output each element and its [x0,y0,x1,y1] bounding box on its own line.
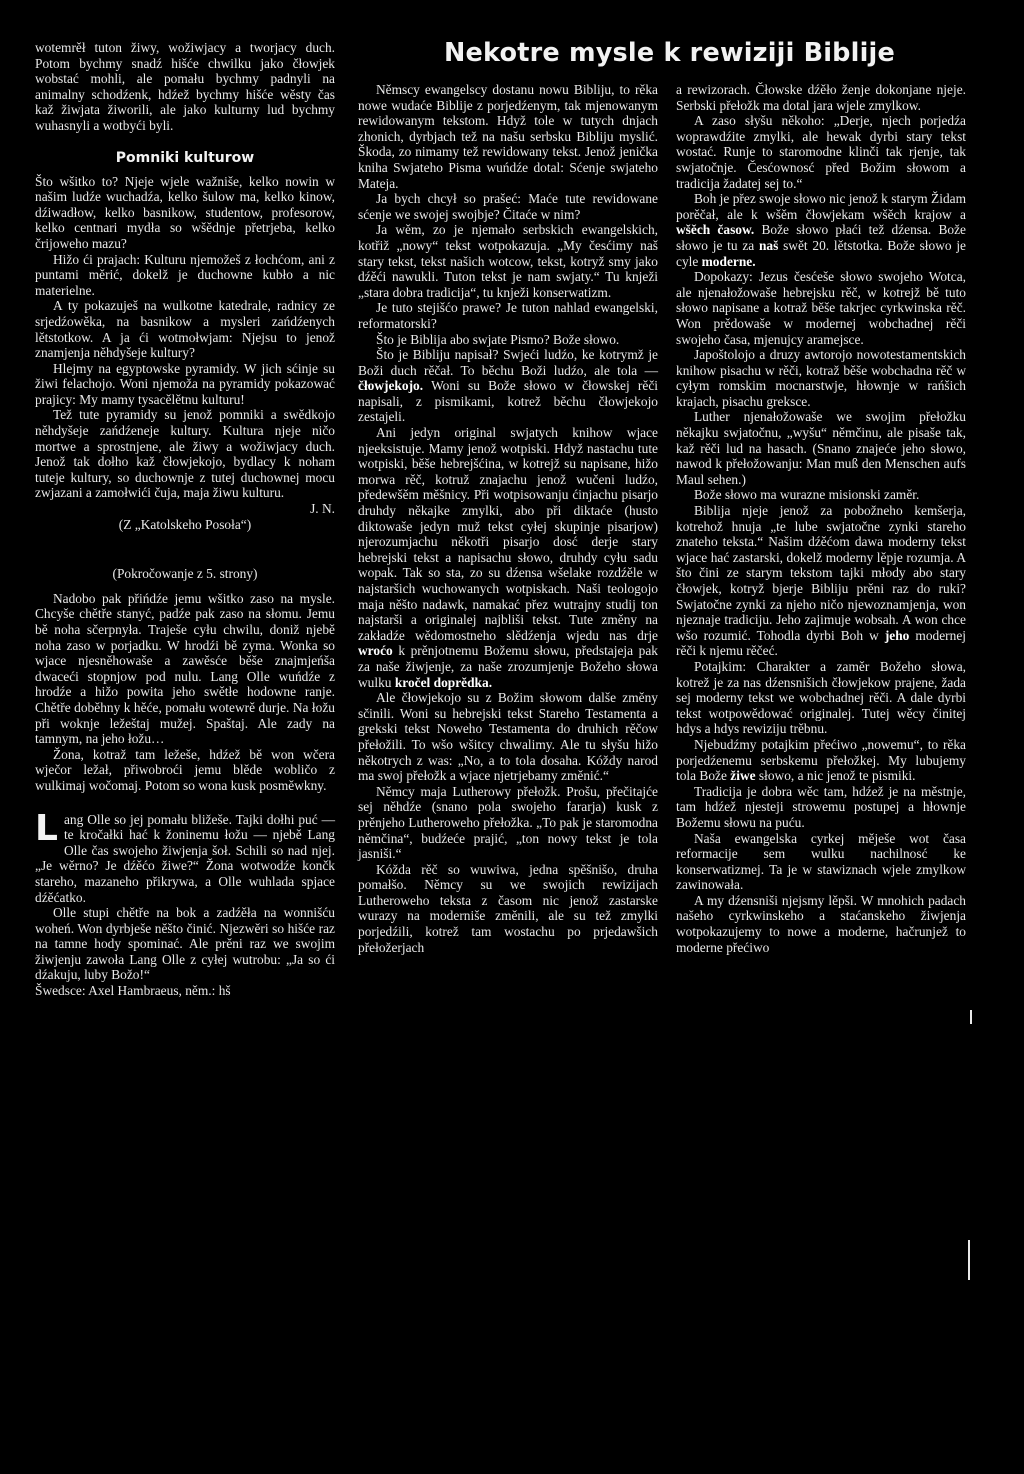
paragraph: Hižo ći prajach: Kulturu njemožeš z łochćom, ani z puntami měrić, dokelž je duchowne kubło a nic materielne. [35,251,335,298]
paragraph: A my dźensniši njejsmy lěpši. W mnohich padach našeho cyrkwinskeho a staćanskeho žiwjenja wotpokazujemy to nowe a moderne, hačrunjež to moderne přećiwo [676,892,966,955]
paragraph: wotemrěł tuton žiwy, wožiwjacy a tworjacy duch. Potom bychmy snadź hišće chwilku jako čłowjek wobstać mohli, ale pomału bychmy padnyli na animalny schodźenk, hdźež bychmy hišće wěsty čas kaž žiwjata žiworili, ale jako kulturny lud bychmy wuhasnyli a wotbyći byli. [35,40,335,133]
text-run: Biblija njeje jenož za pobožneho kemšerja, kotrehož hnuja „te lube swjatočne zynki stareho znateho teksta.“ Našim dźěćom dawa moderny tekst wjace hać zastarski, dokelž moderny lěpje rozumja. A što čini ze starym tekstom tajki młody abo stary čłowjek, kotryž bjerje Bibliju prěni raz do ruki? Swjatočne zynki za njeho ničo njewoznamjenja, won njeznaje tradiciju. Jeho zajimuje wobsah. A won chce wšo rozumić. Tohodla dyrbi Boh w [676,503,966,643]
column-right [676,82,966,955]
emphasis: kročel doprědka. [394,674,493,690]
paragraph: Kóžda rěč so wuwiwa, jedna spěšnišo, druha pomałšo. Němcy su we swojich rewizijach Lutheroweho teksta z časom nic jenož zastarske wurazy na moderniše změnili, ale su tež zmylki porjedźili, kotrež tam wostachu po prjedawšich přełožerjach [358,861,658,955]
paragraph: Što je Biblija abo swjate Pismo? Bože słowo. [376,331,620,347]
margin-mark [970,1010,972,1024]
paragraph: Što wšitko to? Njeje wjele wažniše, kelko nowin w našim ludźe wuchadźa, kelko šulow ma, kelko kinow, dźiwadłow, kelko basnikow, studentow, profesorow, kelko centnari mydła so wšědnje přetrjeba, kelko črijoweho mazu? [35,173,335,251]
paragraph: A ty pokazuješ na wulkotne katedrale, radnicy ze srjedźowěka, na basnikow a mysleri zańdźenych lětstotkow. A ja ći wotmołwjam: Njejsu to jenož znamjenja něhdyšeje kultury? [35,298,335,361]
emphasis: čłowjekojo. [358,378,424,394]
text-run: Što je Bibliju napisał? Swjeći ludźo, ke kotrymž je Boži duch rěčał. To běchu Boži ludźo, ale tola — [358,347,658,378]
paragraph: A zaso słyšu někoho: „Derje, njech porjedźa woprawdźite zmylki, ale hewak dyrbi stary tekst wostać. Runje to staromodne klinči tak rjenje, tak swjatočnje. Česćownosć před Božim słowom a tradicija žadatej sej to.“ [676,113,966,191]
emphasis: naš [758,237,779,253]
source-note: (Z „Katolskeho Posoła“) [118,516,252,532]
text-run: Ani jedyn original swjatych knihow wjace njeeksistuje. Mamy jenož wotpiski. Hdyž nastachu tute wotpiski, běše hebrejšćina, w kotrejž su napisane, hižo morwa rěč, kotruž znajachu jenož wučeni ludźo, předewšěm měšnicy. Při wotpisowanju ćinjachu pisarjo druhdy někajke zmylki, abo při diktaće (husto diktowaše jedyn muž tekst cyłej skupinje pisarjow) njerozumjachu někotři pisarjo dosć derje stary hebrejski tekst a napisachu słowo, druhdy cyłu sadu wopak. Tak so sta, zo su dźensa wšelake rozdźěle w najstaršich wuchowanych wotpiskach. Naši teologojo maja něšto nadawk, namakać přez wutrajny studij ton najstarši a originalej najbliši tekst. Tute změny na zakładźe wědomostneho slědźenja wjedu nas drje [358,425,658,643]
column-left [35,40,335,999]
text-run: Bože słowo płaći tež dźensa. Bože słowo je tu za [676,222,967,253]
author-initials: J. N. [310,501,335,517]
paragraph: Luther njenałožowaše we swojim přełožku někajku swjatočnu, „wyšu“ němčinu, ale pisaše tak, kaž rěči lud na hasach. (Snano znajeće jeho słowo, nawod k přełožowanju: Man muß den Menschen aufs Maul sehen.) [676,409,966,487]
paragraph: Japoštolojo a druzy awtorojo nowotestamentskich knihow pisachu w rěči, kotraž běše wobchadna rěč w cyłym romskim mocnarstwje, hłownje w rańšich krajach, pisachu greksce. [676,347,966,409]
paragraph: Dopokazy: Jezus česćeše słowo swojeho Wotca, ale njenałožowaše hebrejsku rěč, w kotrejž bě tuto słowo napisane a kotraž běše takrjec cyrkwinska rěč. Won prědowaše w modernej wobchadnej rěči swojeho časa, mjenujcy aramejsce. [676,269,966,347]
paragraph: Žona, kotraž tam ležeše, hdźež bě won wčera wječor ležał, přiwobroći jemu blěde wobličo z wulkimaj wočomaj. Potom so wona kusk posměwkny. [35,746,335,793]
paragraph: Hlejmy na egyptowske pyramidy. W jich sćinje su žiwi felachojo. Woni njemoža na pyramidy pokazować prajicy: My mamy tysacělětnu kulturu! [35,360,335,407]
paragraph: Ja wěm, zo je njemało serbskich ewangelskich, kotřiž „nowy“ tekst wotpokazuja. „My česćimy naš stary tekst, tekst našich wotcow, tekst, kotryž smy jako dźěći nawukli. Tuton tekst je nam swjaty.“ Tu knježi „stara dobra tradicija“, tu knježi konserwatizm. [358,222,658,300]
emphasis: wšěch časow. [676,222,755,238]
paragraph: Potajkim: Charakter a zaměr Božeho słowa, kotrež je za nas dźensnišich čłowjekow prajene, žada sej moderny tekst we wobchadnej rěči. A dale dyrbi tekst wotpowědować originalej. Tutej wěcy činitej hdys a hdys rewiziju trěbnu. [676,658,966,737]
text-run: swět 20. lětstotka. Bože słowo je cyle [676,237,966,269]
text-run: Boh je přez swoje słowo nic jenož k starym Židam porěčał, ale k wšěm čłowjekam wšěch krajow a [676,191,966,222]
translator-credit: Šwedsce: Axel Hambraeus, něm.: hš [35,983,231,999]
paragraph: Bože słowo ma wurazne misionski zaměr. [694,487,920,503]
paragraph: Naša ewangelska cyrkej měješe wot časa reformacije sem wulku nachilnosć ke konserwatizmej. Ta je w stawiznach wjele zmylkow zawinowała. [676,830,966,893]
margin-mark [968,1240,970,1280]
paragraph [676,503,966,659]
paragraph [676,191,966,269]
paragraph [358,425,658,690]
emphasis: moderne. [701,253,756,269]
emphasis: wroćo [358,643,393,659]
paragraph [358,347,658,425]
paragraph: a rewizorach. Čłowske dźěło ženje dokonjane njeje. Serbski přełožk ma dotal jara wjele zmylkow. [676,82,966,113]
paragraph: ang Olle so jej pomału bližeše. Tajki dołhi puć — te kročałki hać k žoninemu łožu — njebě Lang Olle čas swojeho žiwjenja šoł. Schili so nad njej. „Je wěrno? Je dźěćo žiwe?“ Žona wotwodźe končk stareho, mazaneho přikrywa, a Olle wuhlada spjace dźěćatko. [35,811,335,905]
emphasis: žiwe [730,768,756,784]
text-run: Woni su Bože słowo w čłowskej rěči napisali, z pismikami, kotrež běchu čłowjekojo zestajeli. [358,378,658,425]
paragraph: Je tuto stejišćo prawe? Je tuton nahlad ewangelski, reformatorski? [358,300,658,331]
paragraph [676,737,966,784]
emphasis: jeho [884,627,910,643]
paragraph: Tež tute pyramidy su jenož pomniki a swědkojo něhdyšeje zańdźeneje kultury. Kultura njeje ničo mortwe a sprostnjene, ale žiwy a wožiwjacy duch. Jenož tak dołho kaž čłowjekojo, bydlacy k noham tuteje kultury, so duchownje z tutej duchownej mocu zwjazani a zamołwići čuja, maja žiwu kulturu. [35,407,335,501]
text-run: modernej rěči k njemu rěčeć. [676,627,966,659]
paragraph: Němcy maja Lutherowy přełožk. Prošu, přečitajće sej něhdźe (snano pola swojeho fararja) kusk z prěnjeho Lutheroweho přełožka. „To pak je staromodna němčina“, budźeće prajić, „ton nowy tekst je tola jasniši.“ [358,783,658,862]
paragraph: Ja bych chcył so prašeć: Maće tute rewidowane sćenje we swojej swojbje? Čitaće w nim? [358,191,658,222]
paragraph: Němscy ewangelscy dostanu nowu Bibliju, to rěka nowe wudaće Biblije z porjedźenym, tak mjenowanym rewidowanym tekstom. Hdyž tole w tutych dnjach zhonich, dyrbjach tež na našu serbsku Bibliju myslić. Škoda, zo nimamy tež rewidowany tekst. Jenož jenička kniha Swjateho Pisma wuńdźe dotal: Sćenje swjateho Mateja. [358,82,658,191]
paragraph: Olle stupi chětře na bok a zadźěła na wonnišću woheń. Won dyrbješe něšto činić. Njezwěri so hišće raz na tamne hody spominać. Ale prěni raz we swojim žiwjenju zawoła Lang Olle z cyłej wutrobu: „Ja so ći dźakuju, luby Božo!“ [35,905,335,983]
paragraph: Ale čłowjekojo su z Božim słowom dalše změny sčinili. Woni su hebrejski tekst Stareho Testamenta a grekski tekst Noweho Testamenta do druhich rěčow přełožili. To wšo wšitcy chwalimy. Ale tu słyšu hižo někotrych z was: „No, a to tola dosaha. Kóždy narod ma swoj přełožk a wjace njetrjebamy změnić.“ [358,690,658,784]
continuation-note: (Pokročowanje z 5. strony) [112,566,258,582]
section-heading: Pomniki kulturow [115,149,255,166]
article-title: Nekotre mysle k rewiziji Biblije [444,38,895,68]
paragraph: Tradicija je dobra wěc tam, hdźež je na městnje, tam hdźež njesteji strowemu postupej a hłownje Božemu słowu na puću. [676,783,966,830]
text-run: k prěnjotnemu Božemu słowu, předstajeja pak za naše žiwjenje, za naše zrozumjenje Božeho słowa wulku [358,643,658,690]
dropcap-paragraph [35,807,335,906]
paragraph: Nadobo pak přińdźe jemu wšitko zaso na mysle. Chcyše chětře stanyć, padźe pak zaso na słomu. Jemu bě noha sčerpnyła. Traješe cyłu chwilu, doniž njebě noha zaso w porjadku. W hrodźi bě zyma. Wonka so wjace njesněhowaše a zawěsće běše znajmjeńša dwaceći stopnjow pod nulu. Lang Olle wuńdźe z hrodźe a hižo powita jeho swětłe hodowne ranje. Chětře doběhny k hěće, pomału wotewrě durje. Na łožu při woknje ležeštaj mužej. Spaštaj. Ale zady na tamnym, na jeho łožu… [35,590,335,747]
column-middle [358,82,658,955]
drop-cap: L [35,807,58,849]
text-run: Njebudźmy potajkim přećiwo „nowemu“, to rěka porjedźenemu serbskemu přełožkej. My lubujemy tola Bože [676,736,966,784]
text-run: słowo, a nic jenož te pismiki. [755,768,916,784]
